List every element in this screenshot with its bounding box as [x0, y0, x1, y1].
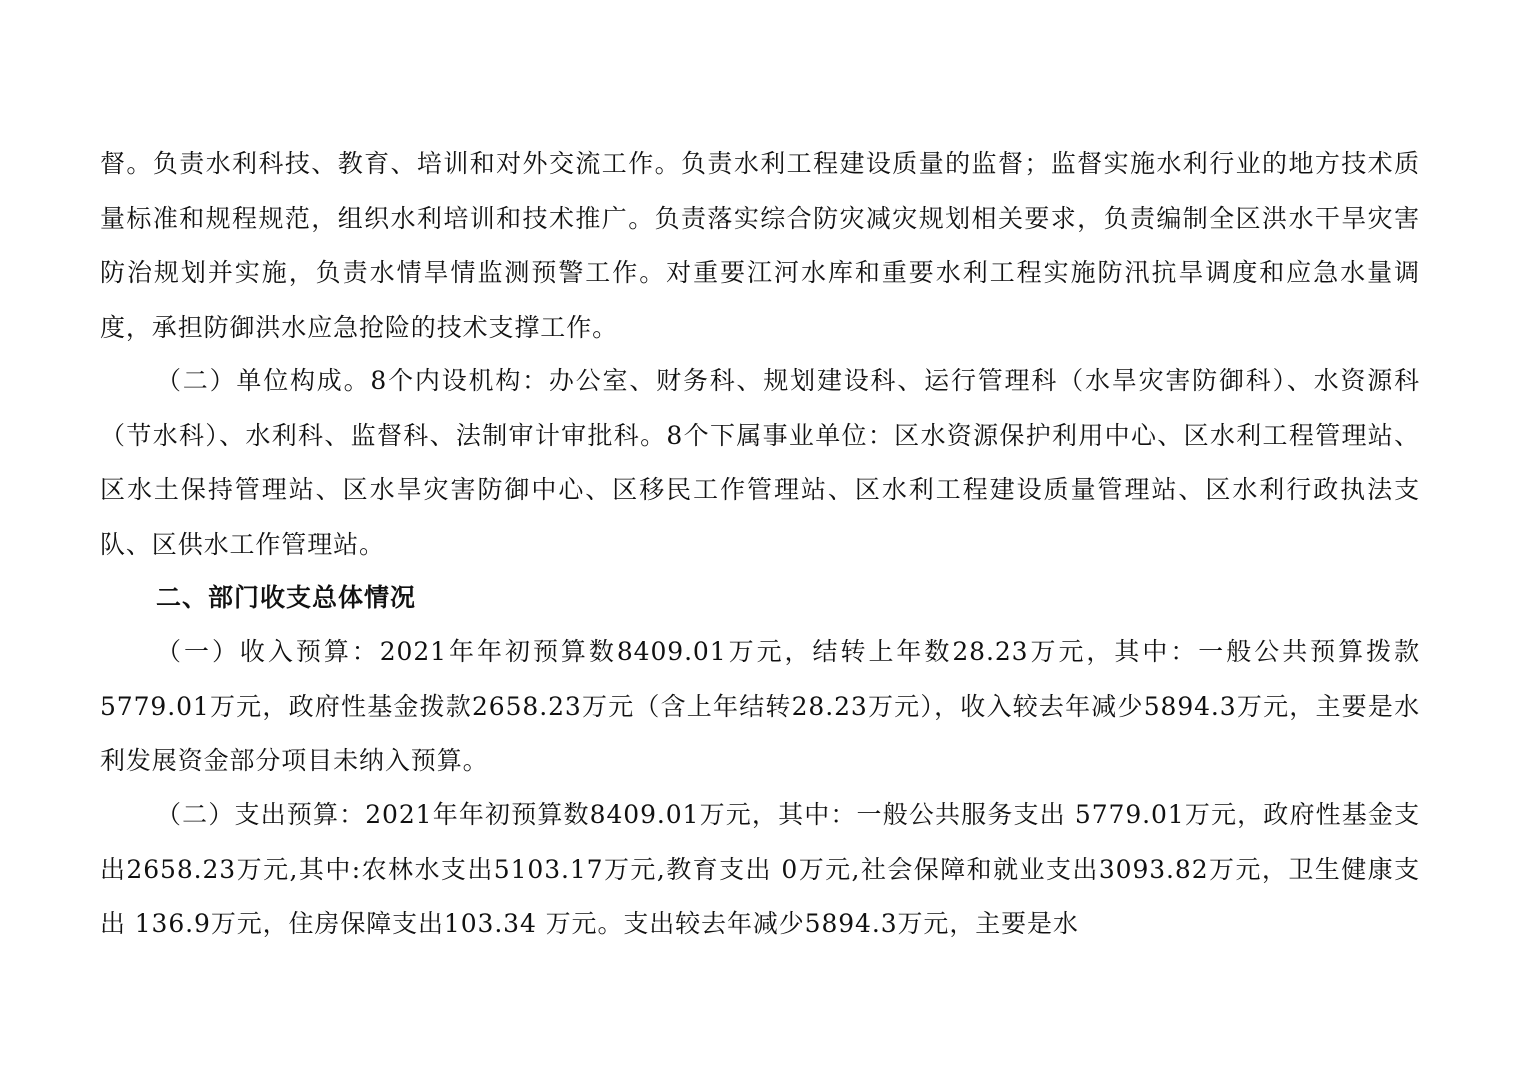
revenue-budget-paragraph: （一）收入预算：2021年年初预算数8409.01万元，结转上年数28.23万元，其中：一般公共预算拨款5779.01万元，政府性基金拨款2658.23万元（含上年结转28.23万元），收入较去年减少5894.3万元，主要是水利发展资金部分项目未纳入预算。: [100, 637, 1420, 775]
unit-composition-paragraph: （二）单位构成。8个内设机构：办公室、财务科、规划建设科、运行管理科（水旱灾害防御科）、水资源科（节水科）、水利科、监督科、法制审计审批科。8个下属事业单位：区水资源保护利用中心、区水利工程管理站、区水土保持管理站、区水旱灾害防御中心、区移民工作管理站、区水利工程建设质量管理站、区水利行政执法支队、区供水工作管理站。: [100, 366, 1420, 559]
duties-paragraph-continued: 督。负责水利科技、教育、培训和对外交流工作。负责水利工程建设质量的监督；监督实施水利行业的地方技术质量标准和规程规范，组织水利培训和技术推广。负责落实综合防灾减灾规划相关要求，负责编制全区洪水干旱灾害防治规划并实施，负责水情旱情监测预警工作。对重要江河水库和重要水利工程实施防汛抗旱调度和应急水量调度，承担防御洪水应急抢险的技术支撑工作。: [100, 149, 1420, 342]
section-heading-revenue-expenditure: 二、部门收支总体情况: [156, 583, 417, 612]
expenditure-budget-paragraph: （二）支出预算：2021年年初预算数8409.01万元，其中：一般公共服务支出 5779.01万元，政府性基金支出2658.23万元,其中:农林水支出5103.17万元,教育支出 0万元,社会保障和就业支出3093.82万元，卫生健康支出 136.9万元，住房保障支出103.34 万元。支出较去年减少5894.3万元，主要是水: [100, 800, 1420, 938]
